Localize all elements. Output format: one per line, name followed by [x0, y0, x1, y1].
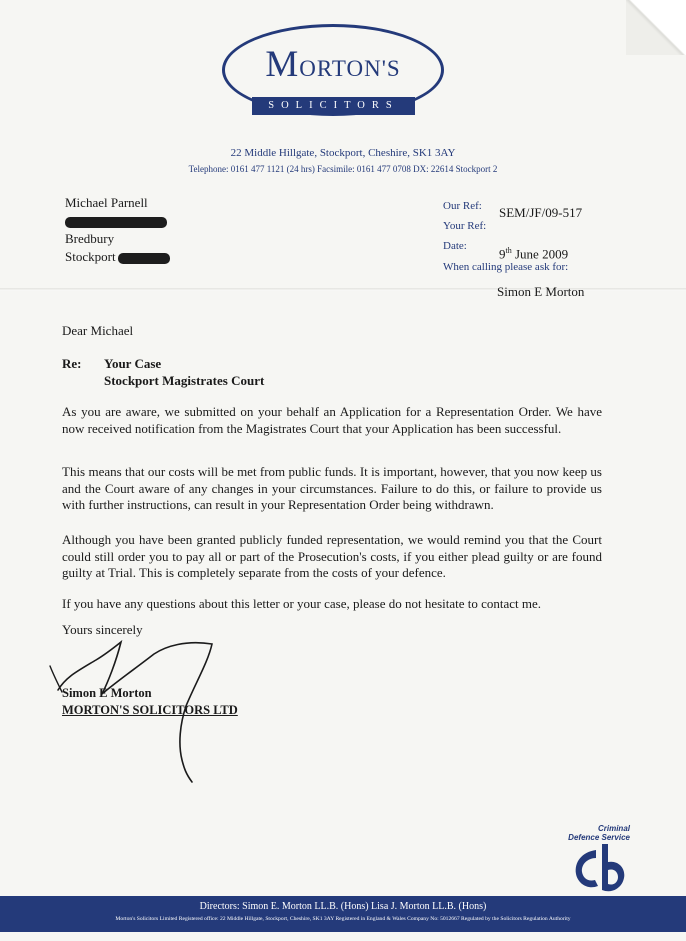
recipient-name: Michael Parnell [65, 195, 148, 210]
redaction-mark [65, 217, 167, 228]
recipient-address [65, 194, 170, 266]
your-ref-label: Your Ref: [443, 220, 487, 232]
logo-initial: M [265, 44, 300, 85]
footer-directors: Directors: Simon E. Morton LL.B. (Hons) Lisa J. Morton LL.B. (Hons) [199, 901, 487, 912]
closing: Yours sincerely [62, 622, 143, 637]
our-ref-value: SEM/JF/09-517 [499, 205, 583, 220]
signatory-company: MORTON'S SOLICITORS LTD [62, 703, 238, 717]
logo-subtitle: SOLICITORS [252, 97, 415, 115]
paragraph-4: If you have any questions about this letter or your case, please do not hesitate to contact me. [62, 596, 542, 611]
recipient-locality: Bredbury [65, 231, 115, 246]
paragraph-1: As you are aware, we submitted on your behalf an Application for a Representation Order. We have now received notification from the Magistrates Court that your Application has been successful. [62, 404, 602, 436]
date-month-year: June 2009 [511, 246, 569, 262]
letterhead-address: 22 Middle Hillgate, Stockport, Cheshire, SK1 3AY [230, 147, 456, 159]
criminal-defence-service-logo-icon [560, 822, 640, 902]
date-label: Date: [443, 240, 467, 252]
logo-rest: ORTON'S [299, 56, 401, 81]
footer-registration: Morton's Solicitors Limited Registered office: 22 Middle Hillgate, Stockport, Cheshire, SK1 3AY Registered in England & Wales Company No: 5012667 Regulated by the Solicitors Regulation Authority [115, 916, 571, 922]
letter-date [499, 246, 568, 262]
contact-name: Simon E Morton [497, 284, 585, 299]
paragraph-3: Although you have been granted publicly funded representation, we would remind you that the Court could still order you to pay all or part of the Prosecution's costs, if you either plead guilty or are found guilty at Trial. This is completely separate from the costs of your defence. [62, 532, 602, 580]
recipient-street-redacted [65, 212, 170, 230]
cds-line-2: Defence Service [568, 833, 630, 842]
re-line-2: Stockport Magistrates Court [104, 373, 265, 388]
salutation: Dear Michael [62, 323, 134, 338]
mortons-logo [222, 24, 444, 116]
calling-label: When calling please ask for: [443, 261, 569, 273]
cds-line-1: Criminal [597, 824, 630, 833]
our-ref-label: Our Ref: [443, 200, 482, 212]
folded-corner [626, 0, 686, 55]
footer-bar [0, 896, 686, 932]
logo-wordmark [225, 43, 441, 86]
letterhead-contacts: Telephone: 0161 477 1121 (24 hrs) Facsimile: 0161 477 0708 DX: 22614 Stockport 2 [188, 164, 498, 174]
recipient-town-line [65, 248, 170, 266]
re-label: Re: [62, 356, 82, 371]
date-day: 9 [499, 246, 506, 262]
re-line-1: Your Case [104, 356, 162, 371]
recipient-town: Stockport [65, 249, 116, 264]
date-suffix: th [505, 246, 512, 255]
signatory-name: Simon E Morton [62, 686, 152, 700]
paragraph-2: This means that our costs will be met from public funds. It is important, however, that you now keep us and the Court aware of any changes in your circumstances. Failure to do this, or failure to provide us with further instructions, can result in your Representation Order being withdrawn. [62, 464, 602, 512]
redaction-mark [118, 253, 170, 264]
